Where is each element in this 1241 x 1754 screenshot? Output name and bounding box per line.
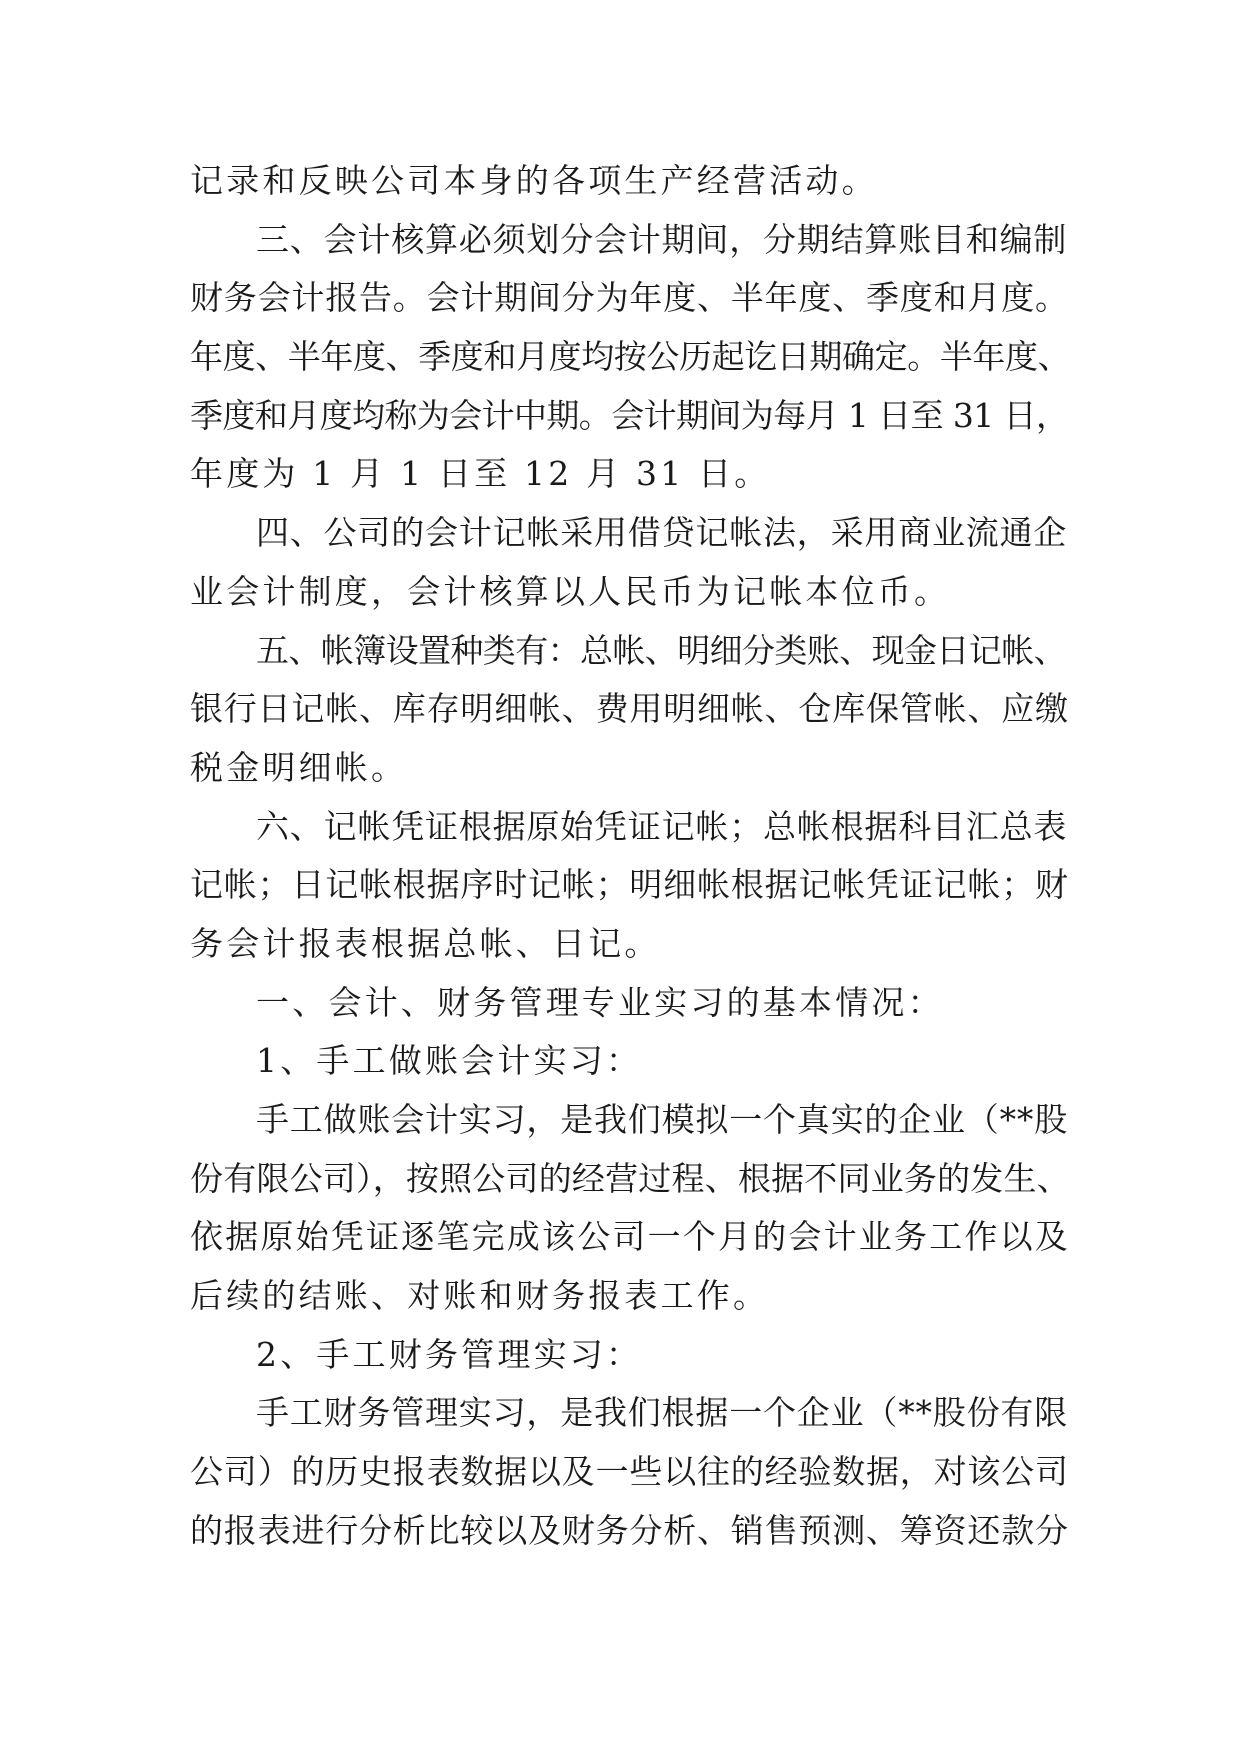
text-line: 手工做账会计实习，是我们模拟一个真实的企业（**股 xyxy=(256,1100,1068,1139)
text-line: 2、手工财务管理实习： xyxy=(256,1334,643,1374)
text-line: 公司）的历史报表数据以及一些以往的经验数据，对该公司 xyxy=(190,1452,1069,1492)
text-line: 四、公司的会计记帐采用借贷记帐法，采用商业流通企 xyxy=(256,513,1068,553)
text-line: 的报表进行分析比较以及财务分析、销售预测、筹资还款分 xyxy=(190,1510,1069,1550)
text-line: 后续的结账、对账和财务报表工作。 xyxy=(190,1276,770,1316)
text-line: 依据原始凭证逐笔完成该公司一个月的会计业务工作以及 xyxy=(190,1217,1070,1257)
text-line: 1、手工做账会计实习： xyxy=(256,1041,643,1081)
text-line: 三、会计核算必须划分会计期间，分期结算账目和编制 xyxy=(256,219,1068,259)
text-line: 年度、半年度、季度和月度均按公历起讫日期确定。半年度、 xyxy=(190,337,1071,377)
text-line: 财务会计报告。会计期间分为年度、半年度、季度和月度。 xyxy=(190,278,1069,318)
text-line: 份有限公司），按照公司的经营过程、根据不同业务的发生、 xyxy=(190,1158,1070,1198)
text-line: 记录和反映公司本身的各项生产经营活动。 xyxy=(190,161,878,200)
text-line: 税金明细帐。 xyxy=(190,747,408,787)
text-line: 记帐；日记帐根据序时记帐；明细帐根据记帐凭证记帐；财 xyxy=(190,865,1069,905)
text-line: 一、会计、财务管理专业实习的基本情况： xyxy=(256,982,944,1022)
text-line: 季度和月度均称为会计中期。会计期间为每月 1 日至 31 日， xyxy=(190,395,1069,435)
text-line: 六、记帐凭证根据原始凭证记帐；总帐根据科目汇总表 xyxy=(256,806,1068,846)
text-line: 银行日记帐、库存明细帐、费用明细帐、仓库保管帐、应缴 xyxy=(190,689,1069,729)
body-text xyxy=(190,152,1070,1561)
text-line: 业会计制度，会计核算以人民币为记帐本位币。 xyxy=(190,571,951,611)
text-line: 年度为 1 月 1 日至 12 月 31 日。 xyxy=(190,454,771,494)
text-line: 五、帐簿设置种类有：总帐、明细分类账、现金日记帐、 xyxy=(256,630,1067,670)
text-line: 务会计报表根据总帐、日记。 xyxy=(190,923,661,963)
text-line: 手工财务管理实习，是我们根据一个企业（**股份有限 xyxy=(256,1393,1068,1433)
